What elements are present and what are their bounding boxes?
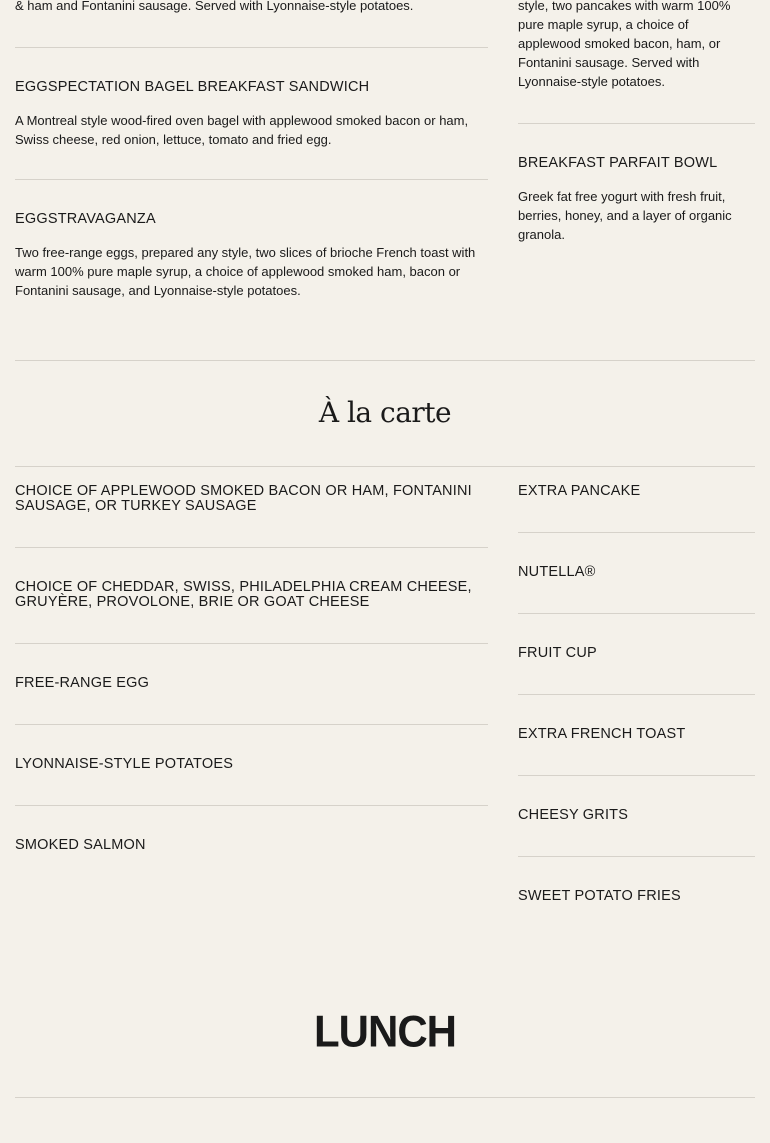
divider	[15, 805, 488, 806]
a-la-carte-item	[15, 580, 488, 610]
a-la-carte-item	[15, 757, 488, 772]
section-heading-lunch: LUNCH	[314, 1006, 456, 1057]
a-la-carte-item	[518, 565, 755, 580]
menu-item-description: Two free-range eggs, prepared any style, two slices of brioche French toast with warm 100% pure maple syrup, a choice of applewood smoked ham, bacon or Fontanini sausage, and Lyonnaise-style potatoes.	[15, 245, 476, 298]
section-divider	[15, 360, 755, 361]
a-la-carte-item-title: LYONNAISE-STYLE POTATOES	[15, 756, 234, 772]
a-la-carte-item	[15, 676, 488, 691]
a-la-carte-item	[518, 889, 755, 904]
a-la-carte-item	[15, 838, 488, 853]
a-la-carte-item-title: CHOICE OF APPLEWOOD SMOKED BACON OR HAM, FONTANINI SAUSAGE, OR TURKEY SAUSAGE	[15, 483, 472, 514]
divider	[15, 724, 488, 725]
a-la-carte-item-title: NUTELLA®	[518, 564, 596, 580]
breakfast-item-desc-tail-left: & ham and Fontanini sausage. Served with Lyonnaise-style potatoes.	[15, 0, 414, 13]
menu-item-description: A Montreal style wood-fired oven bagel with applewood smoked bacon or ham, Swiss cheese, red onion, lettuce, tomato and fried egg.	[15, 113, 469, 147]
a-la-carte-item-title: FRUIT CUP	[518, 645, 597, 661]
a-la-carte-item-title: EXTRA PANCAKE	[518, 483, 641, 499]
a-la-carte-item	[518, 646, 755, 661]
menu-item-title: EGGSPECTATION BAGEL BREAKFAST SANDWICH	[15, 79, 370, 95]
divider	[518, 694, 755, 695]
a-la-carte-item	[15, 484, 488, 514]
section-divider	[15, 466, 755, 467]
a-la-carte-item	[518, 808, 755, 823]
divider	[518, 613, 755, 614]
a-la-carte-item	[518, 727, 755, 742]
menu-item-description: Greek fat free yogurt with fresh fruit, berries, honey, and a layer of organic granola.	[518, 189, 732, 242]
section-divider	[15, 1097, 755, 1098]
divider	[15, 643, 488, 644]
menu-item-title: BREAKFAST PARFAIT BOWL	[518, 155, 718, 171]
menu-item-title: EGGSTRAVAGANZA	[15, 211, 156, 227]
divider	[518, 123, 755, 124]
a-la-carte-item-title: CHOICE OF CHEDDAR, SWISS, PHILADELPHIA CREAM CHEESE, GRUYÈRE, PROVOLONE, BRIE OR GOAT CHEESE	[15, 579, 472, 610]
menu-item	[15, 212, 488, 300]
a-la-carte-item	[518, 484, 755, 499]
divider	[15, 179, 488, 180]
breakfast-item-desc-tail-right: style, two pancakes with warm 100% pure maple syrup, a choice of applewood smoked bacon, ham, or Fontanini sausage. Served with Lyonnaise-style potatoes.	[518, 0, 731, 89]
a-la-carte-item-title: FREE-RANGE EGG	[15, 675, 150, 691]
a-la-carte-item-title: EXTRA FRENCH TOAST	[518, 726, 686, 742]
divider	[15, 547, 488, 548]
section-heading-a-la-carte: À la carte	[318, 396, 452, 429]
divider	[518, 532, 755, 533]
divider	[518, 775, 755, 776]
menu-item	[15, 80, 488, 149]
menu-item	[518, 156, 755, 244]
divider	[15, 47, 488, 48]
divider	[518, 856, 755, 857]
a-la-carte-item-title: SMOKED SALMON	[15, 837, 146, 853]
a-la-carte-item-title: CHEESY GRITS	[518, 807, 629, 823]
a-la-carte-item-title: SWEET POTATO FRIES	[518, 888, 681, 904]
